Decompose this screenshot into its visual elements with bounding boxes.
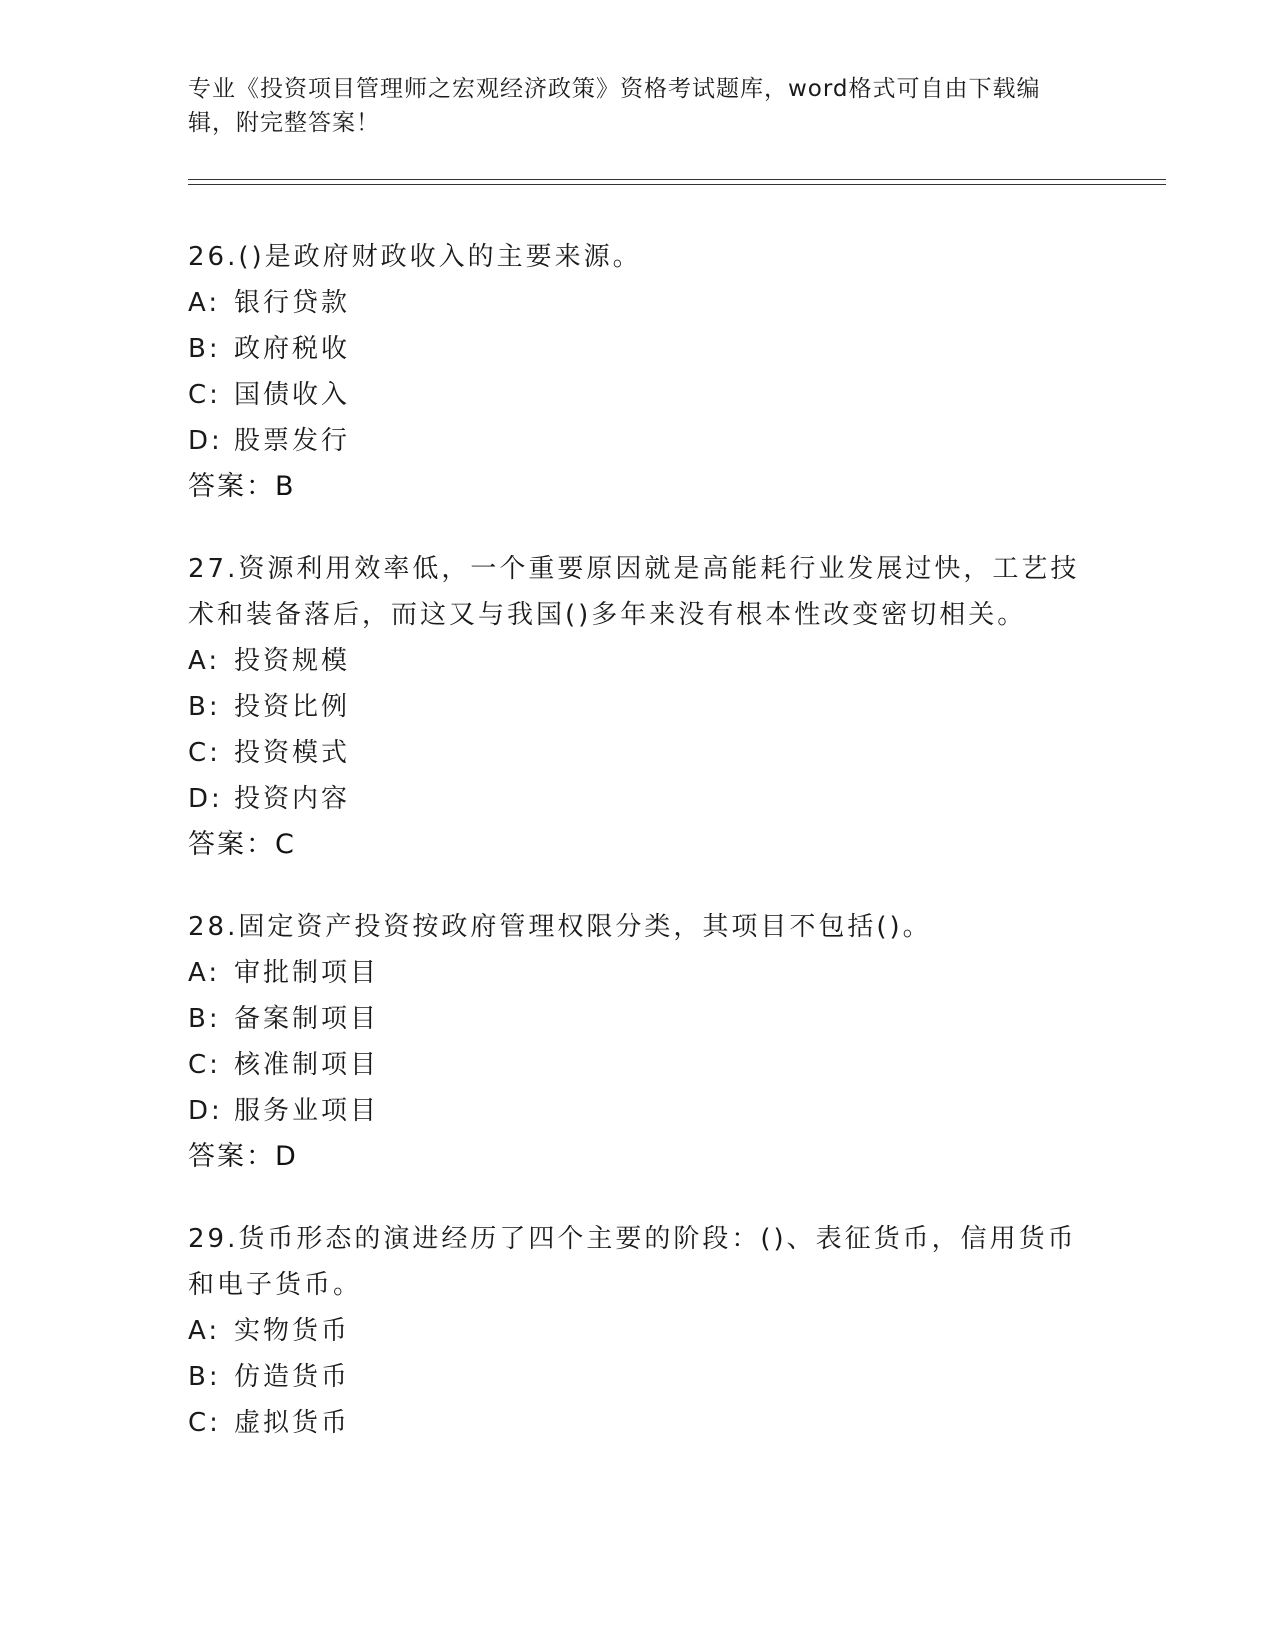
- header-line-2: 辑，附完整答案！: [188, 110, 380, 136]
- option-letter: B:: [188, 692, 221, 722]
- option-a: [188, 1308, 1088, 1354]
- option-text: 核准制项目: [234, 1050, 380, 1080]
- option-text: 政府税收: [234, 334, 351, 364]
- option-b: [188, 1354, 1088, 1400]
- option-letter: B:: [188, 1362, 221, 1392]
- option-letter: C:: [188, 738, 221, 768]
- answer-text: 答案：C: [188, 829, 296, 860]
- option-letter: A:: [188, 958, 221, 988]
- option-text: 投资比例: [234, 692, 351, 722]
- option-text: 仿造货币: [234, 1362, 351, 1392]
- option-letter: C:: [188, 380, 221, 410]
- answer-text: 答案：D: [188, 1141, 298, 1172]
- option-text: 虚拟货币: [234, 1408, 351, 1438]
- option-b: [188, 326, 1088, 372]
- option-d: [188, 418, 1088, 464]
- question-27: [188, 546, 1088, 868]
- option-letter: B:: [188, 1004, 221, 1034]
- option-letter: D:: [188, 1096, 223, 1126]
- option-text: 实物货币: [234, 1316, 351, 1346]
- option-letter: A:: [188, 646, 221, 676]
- header-rule-bottom: [188, 184, 1166, 185]
- option-letter: D:: [188, 426, 223, 456]
- option-letter: A:: [188, 1316, 221, 1346]
- answer-text: 答案：B: [188, 471, 296, 502]
- question-text: 26.()是政府财政收入的主要来源。: [188, 242, 642, 272]
- option-letter: A:: [188, 288, 221, 318]
- option-text: 审批制项目: [234, 958, 380, 988]
- option-letter: B:: [188, 334, 221, 364]
- option-c: [188, 372, 1088, 418]
- option-text: 备案制项目: [234, 1004, 380, 1034]
- option-b: [188, 996, 1088, 1042]
- option-text: 股票发行: [234, 426, 351, 456]
- option-c: [188, 1400, 1088, 1446]
- header-rule-top: [188, 179, 1166, 180]
- question-text: 29.货币形态的演进经历了四个主要的阶段：()、表征货币，信用货币和电子货币。: [188, 1224, 1077, 1300]
- question-text: 27.资源利用效率低，一个重要原因就是高能耗行业发展过快，工艺技术和装备落后，而这又与我国()多年来没有根本性改变密切相关。: [188, 554, 1080, 630]
- question-28: [188, 904, 1088, 1180]
- question-list: [188, 234, 1088, 1482]
- option-a: [188, 280, 1088, 326]
- question-26: [188, 234, 1088, 510]
- option-b: [188, 684, 1088, 730]
- option-text: 银行贷款: [234, 288, 351, 318]
- header-line-1: 专业《投资项目管理师之宏观经济政策》资格考试题库，word格式可自由下载编: [188, 76, 1041, 102]
- option-letter: D:: [188, 784, 223, 814]
- option-text: 投资模式: [234, 738, 351, 768]
- option-d: [188, 776, 1088, 822]
- option-text: 服务业项目: [234, 1096, 380, 1126]
- option-text: 投资规模: [234, 646, 351, 676]
- option-text: 投资内容: [234, 784, 351, 814]
- option-c: [188, 730, 1088, 776]
- question-text: 28.固定资产投资按政府管理权限分类，其项目不包括()。: [188, 912, 932, 942]
- option-a: [188, 638, 1088, 684]
- option-letter: C:: [188, 1050, 221, 1080]
- question-29: [188, 1216, 1088, 1446]
- option-letter: C:: [188, 1408, 221, 1438]
- option-d: [188, 1088, 1088, 1134]
- option-text: 国债收入: [234, 380, 351, 410]
- document-header: [188, 72, 1068, 140]
- option-a: [188, 950, 1088, 996]
- option-c: [188, 1042, 1088, 1088]
